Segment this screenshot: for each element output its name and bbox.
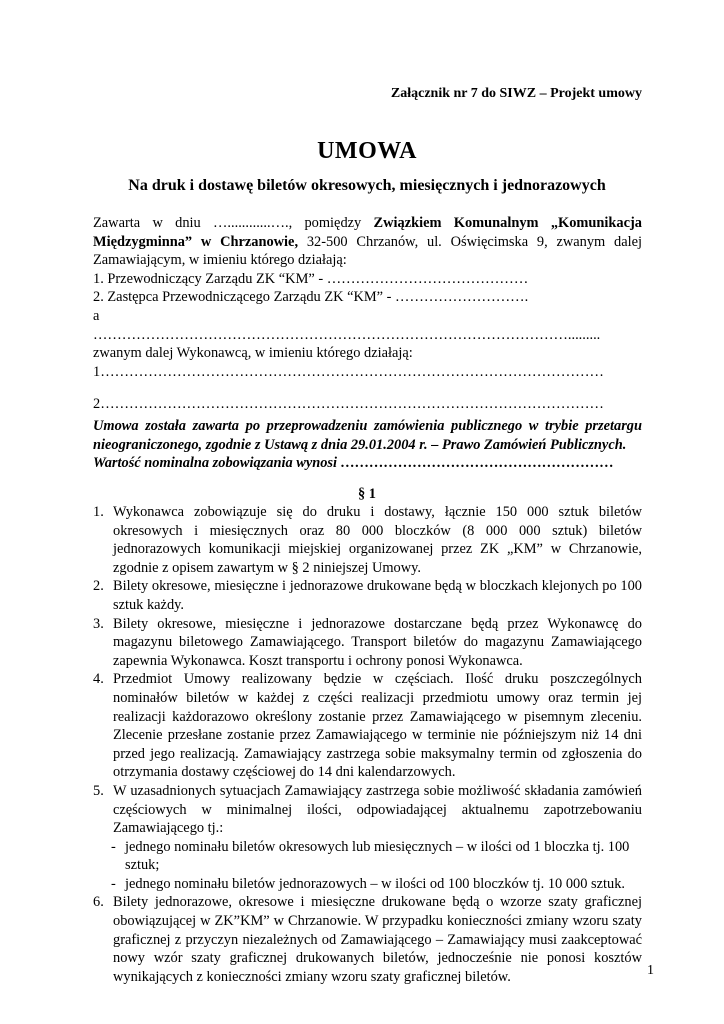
sub-item-dash: - bbox=[111, 875, 116, 892]
list-item bbox=[93, 670, 642, 782]
list-item-number: 5. bbox=[93, 782, 104, 799]
sub-item bbox=[93, 838, 642, 875]
procurement-note-text: Umowa została zawarta po przeprowadzeniu zamówienia publicznego w trybie przetargu nieograniczonego, zgodnie z Ustawą z dnia 29.01.2004 r. – Prawo Zamówień Publicznych. bbox=[93, 418, 642, 453]
section-1-list bbox=[93, 503, 642, 986]
sub-item-text: jednego nominału biletów okresowych lub miesięcznych – w ilości od 1 bloczka tj. 100 sztuk; bbox=[125, 838, 630, 874]
list-item-number: 1. bbox=[93, 504, 104, 520]
sub-item bbox=[93, 875, 642, 894]
page-number: 1 bbox=[647, 963, 654, 978]
list-item-text: W uzasadnionych sytuacjach Zamawiający zastrzega sobie możliwość składania zamówień częściowych w minimalnej ilości, odpowiadającej aktualnemu zapotrzebowaniu Zamawiającego tj.: bbox=[113, 782, 642, 837]
list-item bbox=[93, 503, 642, 577]
intro-text-b: 32-500 Chrzanów, ul. Oświęcimska 9, zwanym dalej Zamawiającym, w imieniu którego działają: bbox=[93, 233, 642, 269]
list-item-text: Bilety okresowe, miesięczne i jednorazowe dostarczane będą przez Wykonawcę do magazynu biletowego Zamawiającego. Transport biletów do magazynu Zamawiającego zapewnia Wykonawca. Koszt transportu i ochrony ponosi Wykonawca. bbox=[113, 615, 642, 669]
representative-1: 1. Przewodniczący Zarządu ZK “KM” - …………………………………… bbox=[93, 270, 529, 287]
list-item-text: Bilety jednorazowe, okresowe i miesięczne drukowane będą o wzorze szaty graficznej obowiązującej w ZK”KM” w Chrzanowie. W przypadku konieczności zmiany wzoru szaty graficznej z przyczyn niezależnych od Zamawiającego – Zamawiający musi zaakceptować nowy wzór szaty graficznej drukowanych biletów, jednocześnie nie ponosi kosztów wynikających z konieczności zmiany wzoru szaty graficznej biletów. bbox=[113, 894, 642, 985]
list-item-number: 6. bbox=[93, 894, 104, 911]
representative-2: 2. Zastępca Przewodniczącego Zarządu ZK “KM” - ………………………. bbox=[93, 289, 529, 306]
ordering-party-name: Związkiem Komunalnym „Komunikacja Międzygminna” w Chrzanowie, bbox=[93, 215, 642, 250]
nominal-value-line: Wartość nominalna zobowiązania wynosi ………………………………………………… bbox=[93, 455, 615, 472]
list-item-number: 3. bbox=[93, 615, 104, 632]
list-item-text: Bilety okresowe, miesięczne i jednorazowe drukowane będą w bloczkach klejonych po 100 sztuk każdy. bbox=[113, 578, 642, 613]
intro-text-a: Zawarta w dniu …............…., pomiędzy bbox=[93, 215, 374, 231]
list-item bbox=[93, 782, 642, 838]
procurement-note bbox=[93, 417, 642, 473]
sub-item-text: jednego nominału biletów jednorazowych – w ilości od 100 bloczków tj. 10 000 sztuk. bbox=[125, 875, 625, 892]
list-item-number: 4. bbox=[93, 671, 104, 688]
contractor-placeholder: ………………………………………………………………………………………......... bbox=[93, 326, 601, 343]
contractor-label: zwanym dalej Wykonawcą, w imieniu którego działają: bbox=[93, 345, 413, 362]
contractor-rep-1: 1…………………………………………………………………………………………… bbox=[93, 363, 604, 380]
list-item-number: 2. bbox=[93, 578, 104, 595]
list-item-text: Przedmiot Umowy realizowany będzie w częściach. Ilość druku poszczególnych nominałów biletów w każdej z części realizacji przedmiotu umowy oraz termin jej realizacji każdorazowo określony zostanie przez Zamawiającego w pisemnym zleceniu. Zlecenie przesłane zostanie przez Zamawiającego w terminie nie późniejszym niż 14 dni przed jego realizacją. Zamawiający zastrzega sobie maksymalny termin od zgłoszenia do otrzymania dostawy częściowej do 14 dni kalendarzowych. bbox=[113, 671, 642, 781]
section-1-title: § 1 bbox=[358, 486, 376, 502]
parties-paragraph bbox=[93, 214, 642, 270]
and-separator: a bbox=[93, 307, 100, 324]
sub-item-dash: - bbox=[111, 838, 116, 855]
attachment-header: Załącznik nr 7 do SIWZ – Projekt umowy bbox=[390, 86, 642, 101]
contractor-rep-2: 2…………………………………………………………………………………………… bbox=[93, 396, 604, 413]
document-subtitle: Na druk i dostawę biletów okresowych, miesięcznych i jednorazowych bbox=[128, 177, 606, 194]
list-item bbox=[93, 577, 642, 614]
list-item bbox=[93, 893, 642, 986]
document-title: UMOWA bbox=[317, 138, 417, 164]
list-item-text: Wykonawca zobowiązuje się do druku i dostawy, łącznie 150 000 sztuk biletów okresowych i miesięcznych oraz 80 000 bloczków (8 000 000 sztuk) biletów jednorazowych komunikacji miejskiej organizowanej przez ZK „KM” w Chrzanowie, zgodnie z opisem zawartym w § 2 niniejszej Umowy. bbox=[113, 504, 642, 576]
list-item bbox=[93, 615, 642, 671]
parties-section bbox=[93, 214, 642, 414]
